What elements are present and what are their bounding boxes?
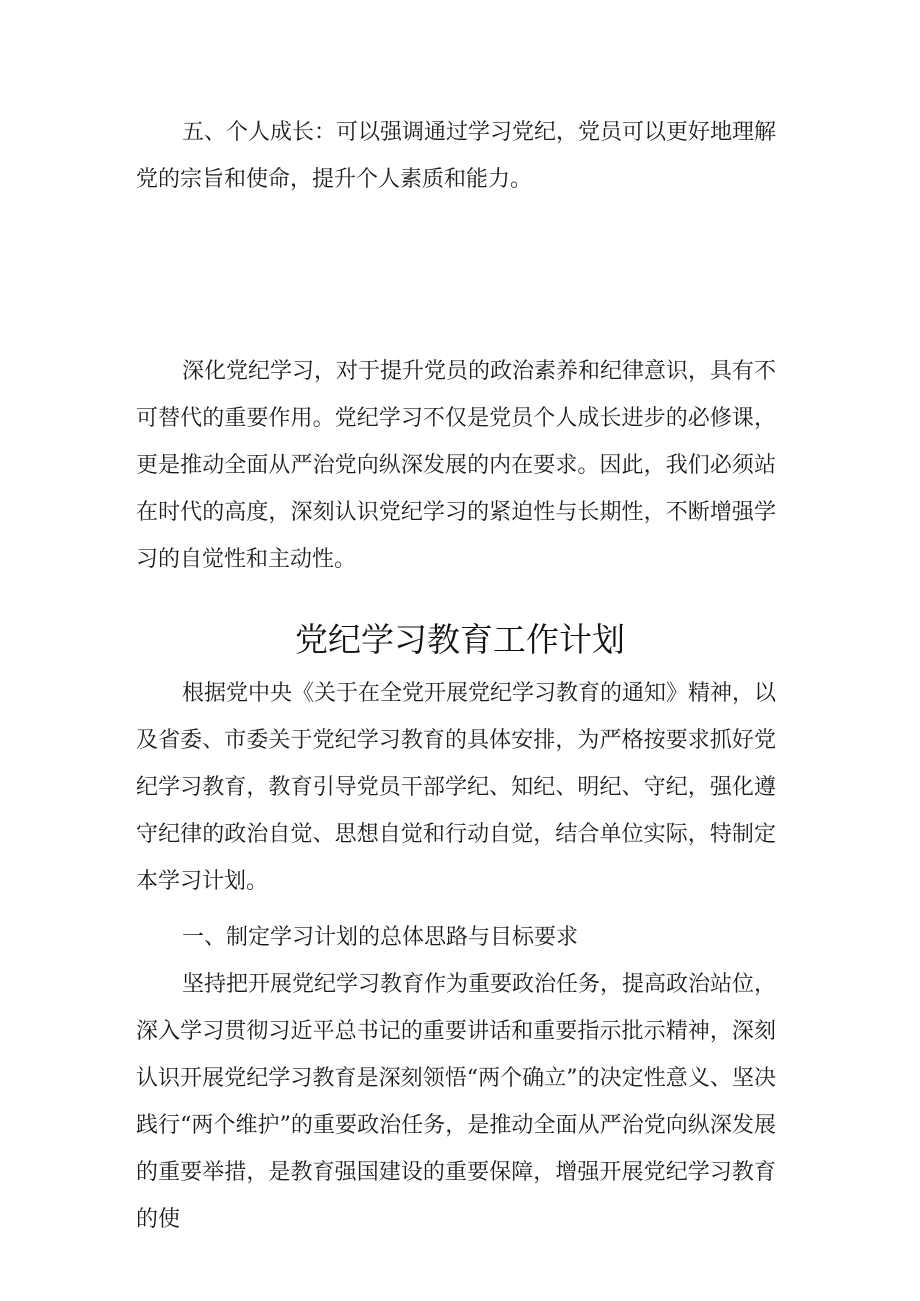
paragraph-personal-growth: 五、个人成长：可以强调通过学习党纪，党员可以更好地理解党的宗旨和使命，提升个人素质和能力。 xyxy=(136,120,777,192)
document-title: 党纪学习教育工作计划 xyxy=(295,620,625,659)
section-heading-one: 一、制定学习计划的总体思路与目标要求 xyxy=(182,925,579,950)
paragraph-basis: 根据党中央《关于在全党开展党纪学习教育的通知》精神，以及省委、市委关于党纪学习教育的具体安排，为严格按要求抓好党纪学习教育，教育引导党员干部学纪、知纪、明纪、守纪，强化遵守纪律的政治自觉、思想自觉和行动自觉，结合单位实际，特制定本学习计划。 xyxy=(136,681,777,894)
paragraph-deepen-study: 深化党纪学习，对于提升党员的政治素养和纪律意识，具有不可替代的重要作用。党纪学习不仅是党员个人成长进步的必修课，更是推动全面从严治党向纵深发展的内在要求。因此，我们必须站在时代的高度，深刻认识党纪学习的紧迫性与长期性，不断增强学习的自觉性和主动性。 xyxy=(136,359,777,572)
paragraph-section-one-body: 坚持把开展党纪学习教育作为重要政治任务，提高政治站位，深入学习贯彻习近平总书记的重要讲话和重要指示批示精神，深刻认识开展党纪学习教育是深刻领悟“两个确立”的决定性意义、坚决践行“两个维护”的重要政治任务，是推动全面从严治党向纵深发展的重要举措，是教育强国建设的重要保障，增强开展党纪学习教育的使 xyxy=(136,972,777,1232)
